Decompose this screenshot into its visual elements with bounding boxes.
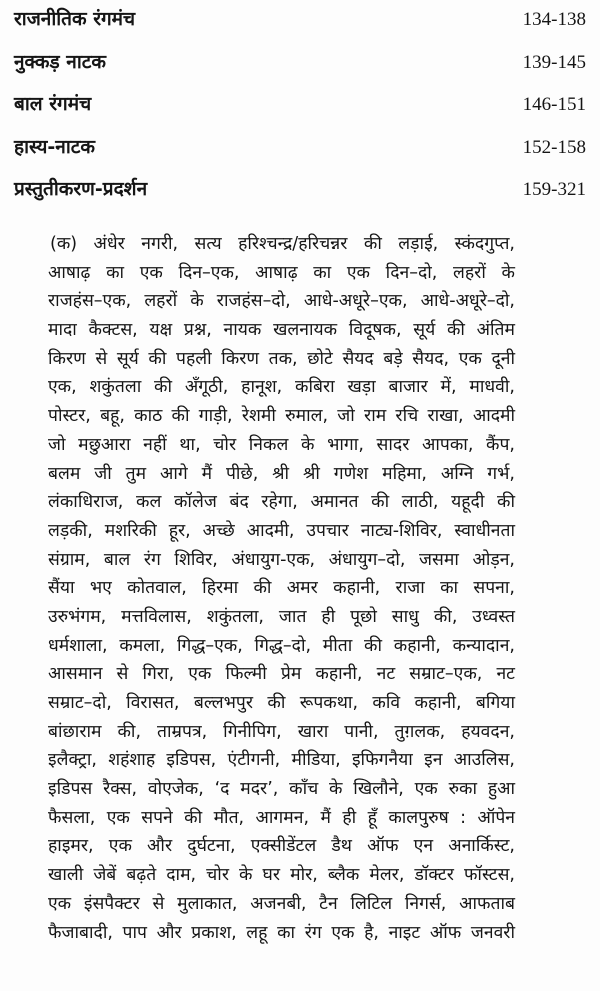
paragraph-line: एक, शकुंतला की अँगूठी, हानूश, कबिरा खड़ा बाजार में, माधवी, [48,377,515,398]
paragraph-line: धर्मशाला, कमला, गिद्ध–एक, गिद्ध–दो, मीता की कहानी, कन्यादान, [48,635,515,656]
toc-title: राजनीतिक रंगमंच [14,8,136,30]
toc-pages: 139-145 [522,51,586,73]
paragraph-line: संग्राम, बाल रंग शिविर, अंधायुग-एक, अंधायुग–दो, जसमा ओड़न, [48,549,515,570]
toc-entry [14,174,586,217]
paragraph-line: पोस्टर, बहू, काठ की गाड़ी, रेशमी रुमाल, जो राम रचि राखा, आदमी [48,406,515,427]
paragraph-line: फैजाबादी, पाप और प्रकाश, लहू का रंग एक है, नाइट ऑफ जनवरी [48,922,515,943]
toc-pages: 146-151 [522,94,586,115]
paragraph-line: (क) अंधेर नगरी, सत्य हरिश्चन्द्र/हरिचन्नर की लड़ाई, स्कंदगुप्त, [50,234,515,254]
table-of-contents [14,4,586,217]
paragraph-line: खाली जेबें बढ़ते दाम, चोर के घर मोर, ब्लैक मेलर, डॉक्टर फॉस्टस, [48,865,515,886]
toc-entry [14,47,586,90]
toc-entry [14,4,586,47]
toc-entry [14,89,586,132]
toc-title: प्रस्तुतीकरण-प्रदर्शन [14,178,148,200]
paragraph-line: हाइमर, एक और दुर्घटना, एक्सीडेंटल डैथ ऑफ एन अनार्किस्ट, [48,836,515,857]
paragraph-line: फैसला, एक सपने की मौत, आगमन, मैं ही हूँ कालपुरुष : ऑपेन [48,807,515,828]
toc-title: हास्य-नाटक [14,135,95,158]
paragraph-line: मादा कैक्टस, यक्ष प्रश्न, नायक खलनायक विदूषक, सूर्य की अंतिम [48,320,515,341]
paragraph-line: सम्राट–दो, विरासत, बल्लभपुर की रूपकथा, कवि कहानी, बगिया [48,693,515,713]
paragraph-line: आसमान से गिरा, एक फिल्मी प्रेम कहानी, नट सम्राट–एक, नट [48,664,515,685]
paragraph-line: राजहंस–एक, लहरों के राजहंस–दो, आधे-अधूरे–एक, आधे-अधूरे–दो, [48,291,515,312]
paragraph-line: जो मछुआरा नहीं था, चोर निकल के भागा, सादर आपका, कैंप, [48,434,515,455]
paragraph-line: इडिपस रैक्स, वोएजेक, ‘द मदर’, काँच के खिलौने, एक रुका हुआ [48,779,515,800]
toc-pages: 159-321 [522,179,586,200]
toc-title: बाल रंगमंच [14,93,92,115]
paragraph-line: बलम जी तुम आगे मैं पीछे, श्री श्री गणेश महिमा, अग्नि गर्भ, [48,463,515,484]
paragraph-line: लड़की, मशरिकी हूर, अच्छे आदमी, उपचार नाट्य-शिविर, स्वाधीनता [48,520,515,541]
toc-title: नुक्कड़ नाटक [14,50,106,73]
paragraph-line: किरण से सूर्य की पहली किरण तक, छोटे सैयद बड़े सैयद, एक दूनी [48,348,515,369]
paragraph-line: बांछाराम की, ताम्रपत्र, गिनीपिग, खारा पानी, तुग़लक, हयवदन, [48,721,515,742]
paragraph-line: उरुभंगम, मत्तविलास, शकुंतला, जात ही पूछो साधु की, उध्वस्त [48,606,515,627]
paragraph-line: इलैक्ट्रा, शहंशाह इडिपस, एंटीगनी, मीडिया, इफिगनैया इन आउलिस, [48,750,515,771]
play-list-paragraph [48,230,515,947]
paragraph-line: लंकाधिराज, कल कॉलेज बंद रहेगा, अमानत की लाठी, यहूदी की [48,492,515,513]
toc-entry [14,132,586,175]
paragraph-line: एक इंसपैक्टर से मुलाकात, अजनबी, टैन लिटिल निगर्स, आफताब [48,893,515,914]
paragraph-line: सैंया भए कोतवाल, हिरमा की अमर कहानी, राजा का सपना, [48,578,515,599]
toc-pages: 134-138 [522,9,586,30]
paragraph-line: आषाढ़ का एक दिन–एक, आषाढ़ का एक दिन–दो, लहरों के [48,262,515,283]
toc-pages: 152-158 [522,136,586,158]
